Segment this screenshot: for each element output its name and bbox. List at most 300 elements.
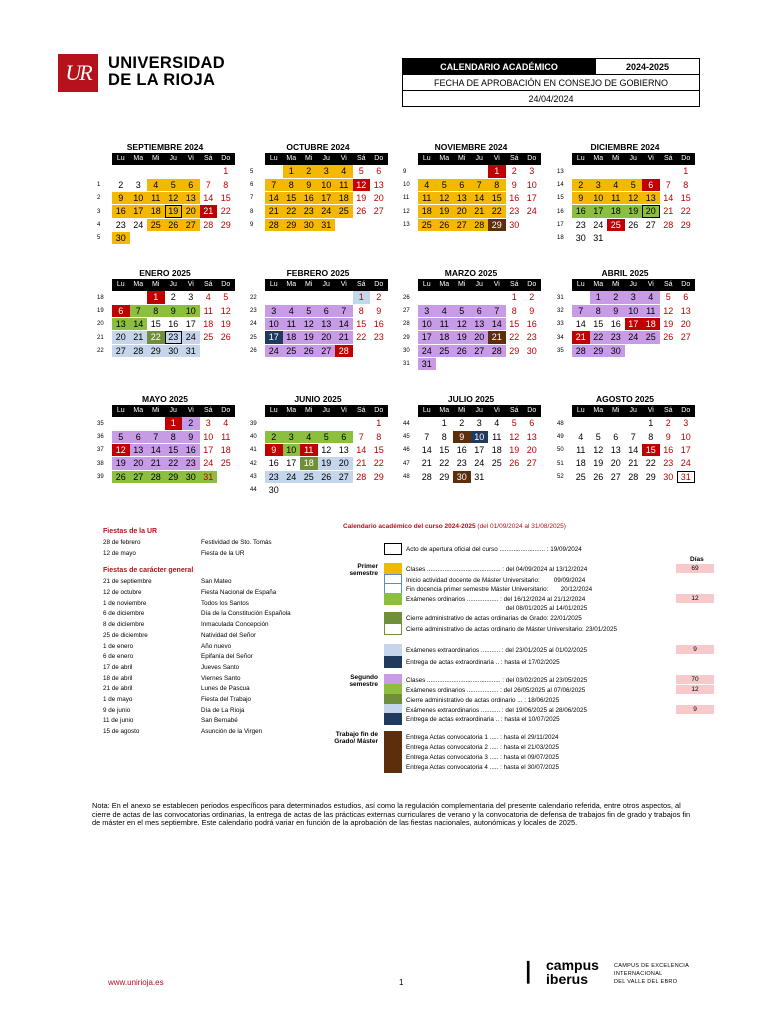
day-cell: 9 (453, 431, 471, 444)
legend-swatch (384, 543, 402, 555)
day-cell: 5 (223, 292, 229, 303)
day-cell: 30 (575, 232, 586, 243)
day-cell: 5 (595, 431, 601, 442)
weekday-label: Mi (152, 155, 160, 162)
week-number: 41 (250, 447, 257, 454)
week-row (401, 205, 541, 218)
week-row (401, 318, 541, 331)
holiday-date: 9 de junio (103, 706, 131, 714)
week-row (248, 205, 388, 218)
day-cell: 20 (610, 458, 621, 469)
day-cell: 26 (663, 332, 674, 343)
day-cell: 6 (642, 179, 660, 192)
day-cell (370, 484, 388, 497)
day-cell (660, 345, 678, 358)
day-cell: 14 (147, 444, 165, 457)
day-cell (300, 291, 318, 304)
day-cell: 23 (115, 219, 126, 230)
week-row (555, 178, 695, 191)
month-calendar (248, 394, 388, 497)
holiday-name: Año nuevo (201, 642, 232, 650)
day-cell: 14 (356, 444, 367, 455)
day-cell: 22 (356, 332, 367, 343)
day-cell: 9 (607, 305, 625, 318)
day-cell (318, 291, 336, 304)
legend-text: Clases .......................................... : del 04/09/2024 al 13/12/2024 (406, 565, 588, 573)
ur-holidays-title: Fiestas de la UR (103, 528, 158, 535)
day-cell: 1 (488, 165, 506, 178)
weekday-label: Ju (475, 155, 483, 162)
day-cell: 21 (265, 205, 283, 218)
day-cell: 15 (283, 192, 301, 205)
day-cell: 25 (418, 219, 436, 232)
month-title: SEPTIEMBRE 2024 (126, 142, 204, 152)
week-row (401, 291, 541, 304)
day-cell: 13 (338, 444, 349, 455)
weekday-label: Vi (647, 281, 654, 288)
week-number: 37 (97, 447, 104, 454)
day-cell: 28 (628, 471, 639, 482)
legend-text: Exámenes ordinarios .................. : del 16/12/2024 al 21/12/2024 (406, 595, 586, 603)
day-cell: 4 (283, 305, 301, 318)
week-number: 9 (403, 168, 407, 175)
day-cell: 9 (529, 305, 535, 316)
day-cell (318, 417, 336, 430)
day-cell: 25 (283, 345, 301, 358)
day-cell: 9 (665, 431, 671, 442)
weekday-label: Do (374, 281, 384, 288)
weekday-header (572, 153, 695, 165)
day-cell: 14 (575, 318, 586, 329)
weekday-label: Sá (509, 281, 519, 288)
day-cell: 29 (165, 471, 183, 484)
general-holidays-title: Fiestas de carácter general (103, 567, 194, 575)
day-cell: 10 (318, 179, 336, 192)
day-cell: 27 (680, 332, 691, 343)
day-cell: 16 (526, 318, 537, 329)
month-title: FEBRERO 2025 (286, 268, 350, 278)
day-cell: 22 (645, 458, 656, 469)
day-cell: 25 (220, 458, 231, 469)
week-row (401, 430, 541, 443)
week-row (248, 192, 388, 205)
week-number: 28 (403, 321, 410, 328)
day-cell (488, 358, 506, 371)
day-cell: 20 (453, 205, 471, 218)
legend-row (384, 644, 587, 656)
general-holidays-list (103, 577, 323, 737)
day-cell (112, 165, 130, 178)
weekday-label: Ma (439, 155, 450, 162)
week-number: 23 (250, 307, 257, 314)
day-cell (572, 417, 590, 430)
legend-text: Exámenes ordinarios .................. : del 26/05/2025 al 07/06/2025 (406, 686, 586, 694)
legend-swatch (384, 761, 402, 773)
weekday-label: Sá (203, 407, 213, 414)
week-number: 35 (557, 347, 564, 354)
day-cell: 9 (182, 431, 200, 444)
week-number: 11 (403, 195, 410, 202)
day-cell: 12 (112, 444, 130, 457)
weekday-label: Ju (475, 281, 483, 288)
weekday-label: Do (681, 155, 691, 162)
day-cell: 12 (625, 192, 643, 205)
day-cell: 3 (476, 418, 482, 429)
month-calendar (555, 268, 695, 357)
month-title: MAYO 2025 (142, 394, 188, 404)
day-cell: 13 (680, 305, 691, 316)
week-row (401, 470, 541, 483)
holiday-date: 1 de mayo (103, 695, 133, 703)
weekday-label: Ju (629, 281, 637, 288)
day-cell: 27 (610, 471, 621, 482)
legend-text: Entrega Actas convocatoria 2 ..... : hasta el 21/03/2025 (406, 743, 559, 751)
day-cell (335, 219, 353, 232)
weekday-label: Ma (286, 407, 297, 414)
day-cell: 26 (436, 219, 454, 232)
day-cell: 19 (220, 318, 231, 329)
day-cell: 24 (283, 471, 301, 484)
holiday-date: 1 de enero (103, 642, 134, 650)
day-cell: 28 (421, 471, 432, 482)
week-number: 38 (97, 460, 104, 467)
day-cell: 13 (318, 318, 336, 331)
month-title: NOVIEMBRE 2024 (434, 142, 508, 152)
week-row (95, 304, 235, 317)
weekday-header (265, 405, 388, 417)
weekday-label: Ma (286, 155, 297, 162)
day-cell: 21 (335, 331, 353, 344)
day-cell: 7 (130, 305, 148, 318)
day-cell: 7 (424, 431, 430, 442)
day-cell (217, 232, 235, 245)
weekday-label: Do (527, 407, 537, 414)
week-row (95, 218, 235, 231)
weekday-header (265, 279, 388, 291)
legend-text: Cierre administrativo de actas ordinario ... : 18/06/2025 (406, 696, 560, 704)
week-row (248, 291, 388, 304)
day-cell (130, 417, 148, 430)
day-cell: 14 (663, 192, 674, 203)
day-cell: 17 (185, 318, 196, 329)
day-cell: 11 (300, 444, 318, 457)
day-cell: 5 (318, 431, 336, 444)
weekday-label: Ju (169, 281, 177, 288)
week-row (248, 457, 388, 470)
day-cell: 11 (147, 192, 165, 205)
day-cell: 28 (471, 219, 489, 232)
day-cell: 2 (607, 291, 625, 304)
day-cell (300, 417, 318, 430)
footer-url-link[interactable]: www.unirioja.es (108, 978, 164, 987)
day-cell: 27 (318, 345, 336, 358)
day-cell: 31 (182, 345, 200, 358)
day-cell: 31 (200, 471, 218, 484)
week-number: 30 (403, 347, 410, 354)
month-calendar (95, 394, 235, 483)
day-cell: 23 (265, 471, 283, 484)
day-cell: 17 (590, 205, 608, 218)
day-cell: 26 (220, 332, 231, 343)
day-cell: 21 (628, 458, 639, 469)
day-cell: 10 (471, 431, 489, 444)
day-cell: 20 (373, 192, 384, 203)
day-cell: 3 (188, 292, 194, 303)
day-cell (217, 471, 235, 484)
day-cell: 21 (663, 206, 674, 217)
week-row (95, 417, 235, 430)
day-cell: 15 (373, 444, 384, 455)
holiday-name: Jueves Santo (201, 663, 240, 671)
week-number: 33 (557, 321, 564, 328)
weekday-label: Lu (576, 281, 585, 288)
day-cell: 30 (663, 471, 674, 482)
week-row (555, 165, 695, 178)
weekday-header (112, 405, 235, 417)
day-cell: 22 (165, 457, 183, 470)
day-cell: 24 (680, 458, 691, 469)
holiday-name: San Mateo (201, 578, 232, 586)
day-cell: 25 (491, 458, 502, 469)
footnote: Nota: En el anexo se establecen periodos específicos para determinados estudios, así como la regulación complementaria del presente calendario referida, entre otros aspectos, al cierre de actas de las convocatorias ordinarias, la entrega de actas de las prácticas externas curriculares de verano y la convocatoria de defensa de trabajos fin de grado y trabajos fin de máster en el mes septiembre. Este calendario podrá variar en función de la aprobación de las fiestas nacionales, autonómicas y locales de 2025. (92, 801, 691, 827)
day-cell: 31 (418, 358, 436, 371)
day-cell (283, 417, 301, 430)
weekday-label: Mi (152, 407, 160, 414)
day-cell: 27 (453, 219, 471, 232)
weekday-label: Sá (663, 407, 673, 414)
day-cell: 8 (488, 179, 506, 192)
week-number: 20 (97, 321, 104, 328)
weekday-label: Lu (116, 155, 125, 162)
campus-line1: campus (546, 957, 599, 973)
legend-text: Exámenes extraordinarios ........... : del 23/01/2025 al 01/02/2025 (406, 646, 587, 654)
holiday-row (103, 684, 323, 695)
day-cell: 21 (356, 458, 367, 469)
weekday-label: Sá (356, 155, 366, 162)
first-semester-label: Primer semestre (349, 563, 378, 577)
day-cell: 20 (112, 331, 130, 344)
week-row (555, 231, 695, 244)
week-number: 18 (557, 235, 564, 242)
day-cell (660, 165, 678, 178)
week-row (401, 357, 541, 370)
day-cell: 16 (300, 192, 318, 205)
day-cell: 19 (453, 331, 471, 344)
day-cell (642, 345, 660, 358)
day-cell: 10 (130, 192, 148, 205)
holiday-row (103, 674, 323, 685)
holidays-section (103, 528, 323, 738)
month-calendar (248, 142, 388, 231)
legend-text: Cierre administrativo de actas ordinario de Máster Universitario: 23/01/2025 (406, 625, 618, 633)
legend-text: Entrega Actas convocatoria 4 ..... : hasta el 30/07/2025 (406, 763, 559, 771)
weekday-label: Ma (286, 281, 297, 288)
day-cell: 5 (453, 305, 471, 318)
day-cell: 11 (492, 431, 502, 442)
holiday-name: Festividad de Sto. Tomás (201, 539, 272, 546)
day-cell: 3 (590, 179, 608, 192)
day-cell: 10 (625, 305, 643, 318)
day-cell: 19 (663, 318, 674, 329)
calendar-title: CALENDARIO ACADÉMICO (403, 59, 596, 75)
week-number: 51 (557, 460, 564, 467)
day-cell: 30 (607, 345, 625, 358)
week-number: 46 (403, 447, 410, 454)
day-cell: 27 (471, 345, 489, 358)
day-cell: 11 (642, 305, 660, 318)
day-cell (625, 417, 643, 430)
day-cell: 17 (286, 458, 297, 469)
day-cell: 8 (376, 431, 382, 442)
day-cell: 14 (130, 318, 148, 331)
week-number: 22 (97, 347, 104, 354)
weekday-label: Do (681, 407, 691, 414)
week-row (401, 304, 541, 317)
day-cell: 2 (300, 165, 318, 178)
holiday-date: 17 de abril (103, 663, 133, 671)
weekday-label: Sá (663, 281, 673, 288)
day-cell: 18 (335, 192, 353, 205)
weekday-label: Vi (187, 155, 194, 162)
day-cell (642, 232, 660, 245)
week-row (95, 178, 235, 191)
weekday-header (112, 153, 235, 165)
day-cell (335, 291, 353, 304)
ur-holidays-list (103, 538, 323, 559)
day-cell (572, 165, 590, 178)
day-cell: 10 (265, 318, 283, 331)
weekday-header (112, 279, 235, 291)
day-cell: 19 (318, 457, 336, 470)
week-number: 43 (250, 473, 257, 480)
week-row (95, 205, 235, 218)
day-cell: 27 (335, 471, 353, 484)
week-row (401, 165, 541, 178)
day-cell: 13 (471, 318, 489, 331)
day-cell (200, 345, 218, 358)
day-cell: 21 (147, 457, 165, 470)
day-cell: 11 (607, 192, 625, 205)
weekday-label: Ju (629, 407, 637, 414)
day-cell: 14 (203, 192, 214, 203)
weekday-label: Do (527, 155, 537, 162)
day-cell: 8 (283, 179, 301, 192)
month-title: JULIO 2025 (447, 394, 495, 404)
day-cell (523, 358, 541, 371)
day-cell: 2 (170, 292, 176, 303)
day-cell: 14 (335, 318, 353, 331)
holiday-name: Viernes Santo (201, 674, 241, 682)
week-number: 31 (403, 361, 410, 368)
day-cell: 27 (130, 471, 148, 484)
holiday-date: 6 de enero (103, 653, 134, 661)
weekday-label: Mi (612, 155, 620, 162)
day-cell: 11 (283, 318, 301, 331)
day-cell: 4 (205, 292, 211, 303)
campus-line2: iberus (546, 971, 589, 987)
header-table (402, 58, 700, 107)
day-cell: 5 (165, 179, 183, 192)
day-cell: 8 (165, 431, 183, 444)
legend-days: 12 (676, 594, 714, 603)
academic-year: 2024-2025 (596, 59, 700, 75)
weekday-label: Do (681, 281, 691, 288)
week-number: 4 (97, 221, 101, 228)
day-cell: 20 (130, 457, 148, 470)
holiday-row (103, 706, 323, 717)
day-cell: 8 (683, 179, 689, 190)
day-cell: 16 (663, 444, 674, 455)
week-number: 40 (250, 433, 257, 440)
legend-row (384, 761, 559, 773)
approval-label: FECHA DE APROBACIÓN EN CONSEJO DE GOBIERNO (403, 75, 700, 91)
day-cell: 5 (665, 292, 671, 303)
day-cell: 27 (373, 206, 384, 217)
day-cell: 7 (572, 305, 590, 318)
day-cell: 20 (182, 205, 200, 218)
weekday-label: Lu (269, 407, 278, 414)
day-cell: 15 (165, 444, 183, 457)
page-number: 1 (399, 978, 404, 987)
legend-text: Entrega Actas convocatoria 3 ..... : hasta el 09/07/2025 (406, 753, 559, 761)
week-number: 9 (250, 221, 254, 228)
legend-text: Entrega Actas convocatoria 1 ..... : hasta el 29/11/2024 (406, 733, 559, 741)
day-cell: 15 (220, 192, 231, 203)
university-name-line2: DE LA RIOJA (108, 71, 216, 89)
day-cell: 17 (418, 331, 436, 344)
day-cell: 8 (147, 305, 165, 318)
week-row (401, 344, 541, 357)
day-cell (353, 484, 371, 497)
week-number: 48 (403, 473, 410, 480)
weekday-label: Mi (458, 281, 466, 288)
holiday-row (103, 620, 323, 631)
day-cell: 26 (356, 206, 367, 217)
day-cell: 27 (526, 458, 537, 469)
day-cell: 28 (356, 471, 367, 482)
day-cell: 13 (642, 192, 660, 205)
day-cell: 24 (526, 206, 537, 217)
week-row (555, 470, 695, 483)
holiday-row (103, 663, 323, 674)
holiday-name: Fiesta Nacional de España (201, 589, 277, 597)
weekday-label: Ju (475, 407, 483, 414)
day-cell: 12 (220, 305, 231, 316)
week-row (248, 218, 388, 231)
day-cell: 3 (418, 305, 436, 318)
day-cell: 6 (130, 431, 148, 444)
day-cell (418, 291, 436, 304)
weekday-label: Sá (203, 155, 213, 162)
legend-days: 69 (676, 564, 714, 573)
day-cell: 9 (112, 192, 130, 205)
day-cell: 6 (318, 305, 336, 318)
week-number: 15 (557, 195, 564, 202)
second-semester-label: Segundo semestre (349, 674, 378, 688)
day-cell: 26 (509, 458, 520, 469)
week-number: 45 (403, 433, 410, 440)
day-cell: 17 (625, 318, 643, 331)
day-cell (677, 232, 695, 245)
day-cell (370, 345, 388, 358)
day-cell (471, 165, 489, 178)
day-cell: 5 (112, 431, 130, 444)
day-cell: 29 (590, 345, 608, 358)
day-cell (130, 291, 148, 304)
holiday-row (103, 631, 323, 642)
day-cell (625, 232, 643, 245)
day-cell: 18 (418, 205, 436, 218)
